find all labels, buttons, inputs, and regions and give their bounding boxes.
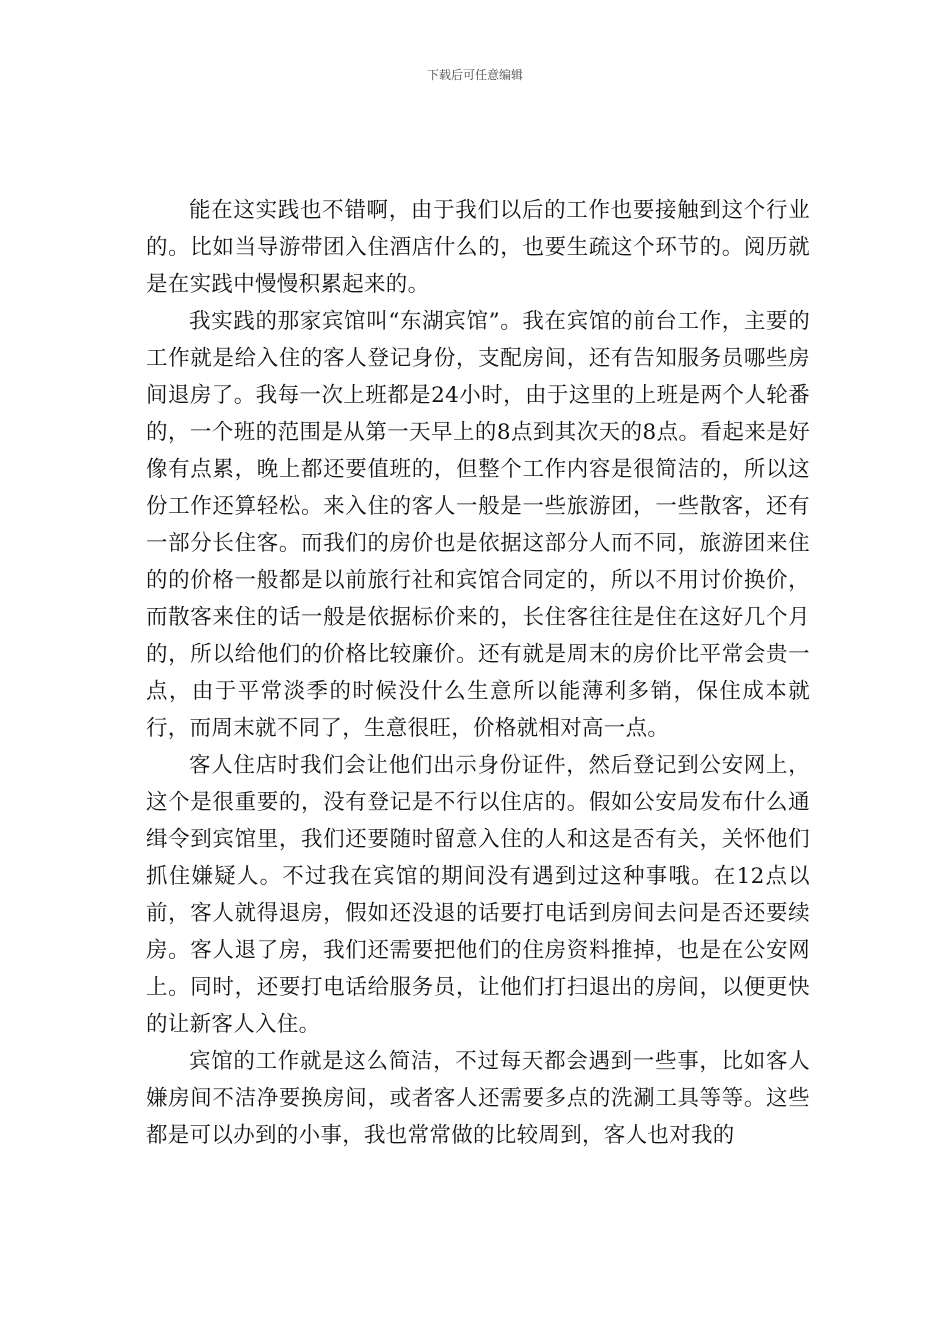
paragraph-4: 宾馆的工作就是这么简洁，不过每天都会遇到一些事，比如客人嫌房间不洁净要换房间，或者客人还需要多点的洗涮工具等等。这些都是可以办到的小事，我也常常做的比较周到，客人也对我的 bbox=[146, 1049, 810, 1148]
paragraph-2: 我实践的那家宾馆叫“东湖宾馆”。我在宾馆的前台工作，主要的工作就是给入住的客人登记身份，支配房间，还有告知服务员哪些房间退房了。我每一次上班都是24小时，由于这里的上班是两个人轮番的，一个班的范围是从第一天早上的8点到其次天的8点。看起来是好像有点累，晚上都还要值班的，但整个工作内容是很简洁的，所以这份工作还算轻松。来入住的客人一般是一些旅游团，一些散客，还有一部分长住客。而我们的房价也是依据这部分人而不同，旅游团来住的的价格一般都是以前旅行社和宾馆合同定的，所以不用讨价换价，而散客来住的话一般是依据标价来的，长住客往往是住在这好几个月的，所以给他们的价格比较廉价。还有就是周末的房价比平常会贵一点，由于平常淡季的时候没什么生意所以能薄利多销，保住成本就行，而周末就不同了，生意很旺，价格就相对高一点。 bbox=[146, 309, 810, 741]
page-header-note: 下载后可任意编辑 bbox=[426, 68, 523, 82]
paragraph-3: 客人住店时我们会让他们出示身份证件，然后登记到公安网上，这个是很重要的，没有登记是不行以住店的。假如公安局发布什么通缉令到宾馆里，我们还要随时留意入住的人和这是否有关，关怀他们抓住嫌疑人。不过我在宾馆的期间没有遇到过这种事哦。在12点以前，客人就得退房，假如还没退的话要打电话到房间去问是否还要续房。客人退了房，我们还需要把他们的住房资料推掉，也是在公安网上。同时，还要打电话给服务员，让他们打扫退出的房间，以便更快的让新客人入住。 bbox=[146, 753, 810, 1037]
paragraph-1: 能在这实践也不错啊，由于我们以后的工作也要接触到这个行业的。比如当导游带团入住酒店什么的，也要生疏这个环节的。阅历就是在实践中慢慢积累起来的。 bbox=[146, 198, 810, 297]
document-body bbox=[146, 192, 810, 1154]
